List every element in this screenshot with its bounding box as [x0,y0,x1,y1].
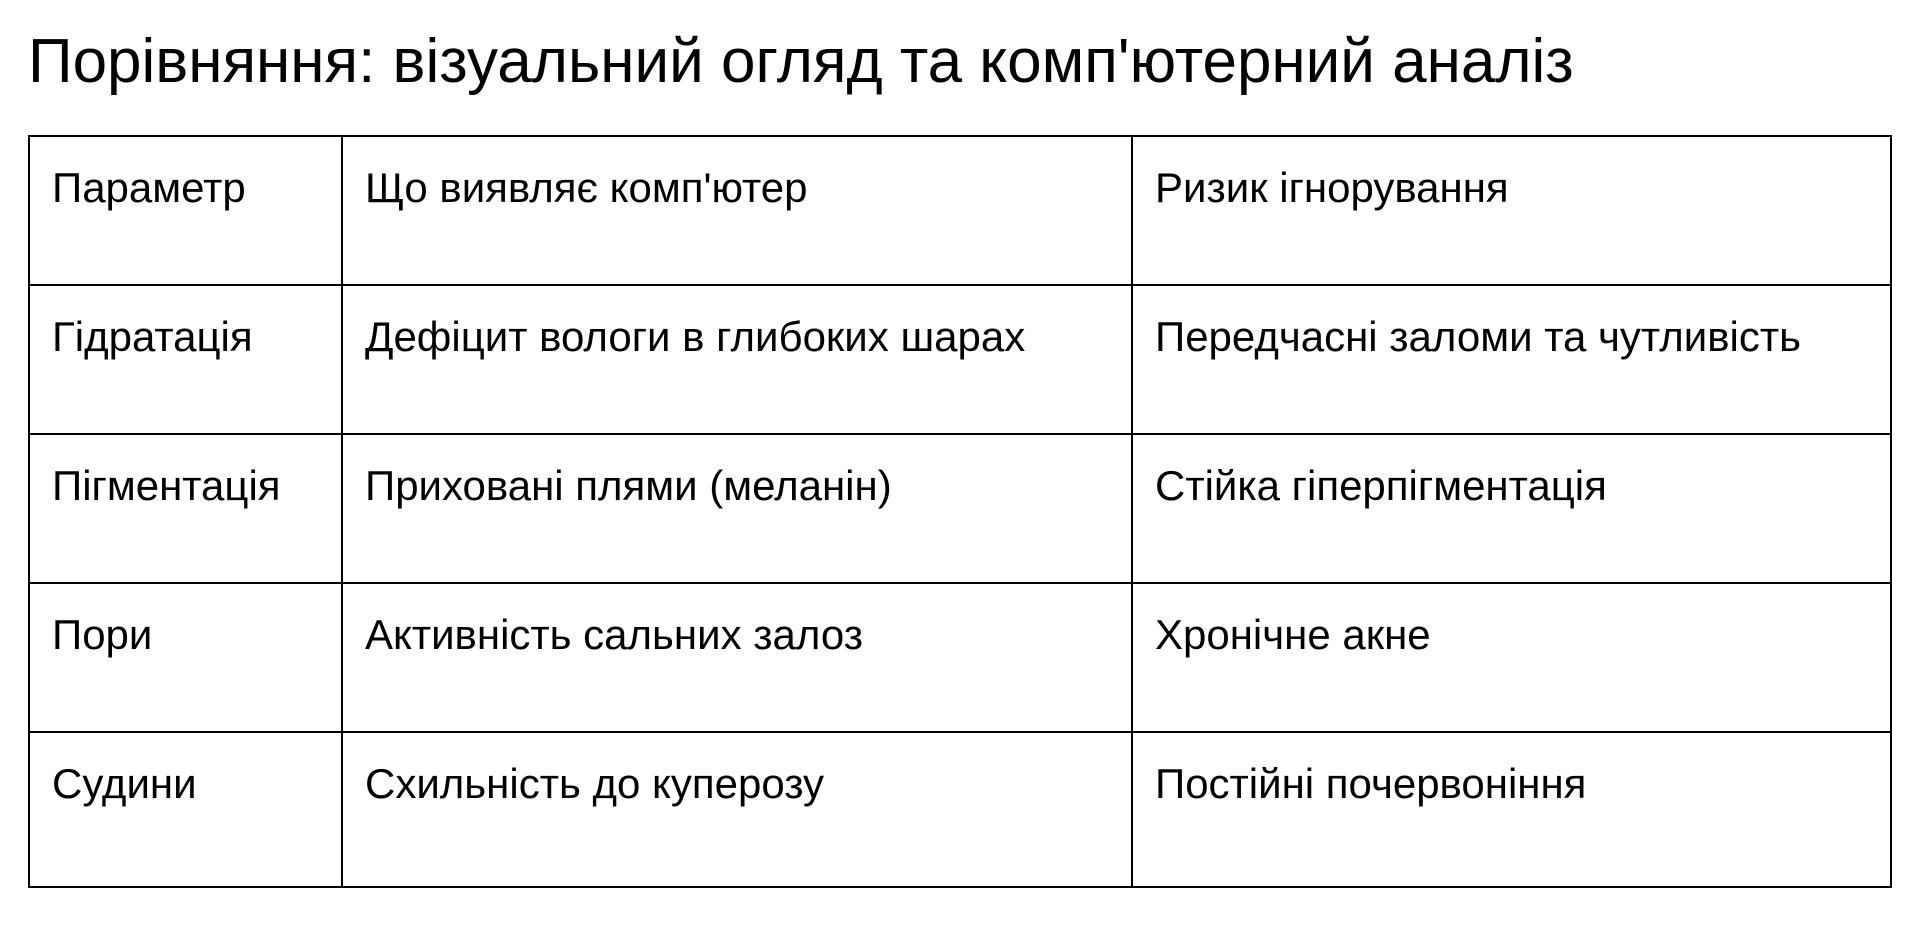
table-cell-computer-detects: Активність сальних залоз [342,583,1132,732]
table-cell-parameter: Судини [29,732,342,887]
table-row [29,285,1891,434]
table-cell-computer-detects: Схильність до куперозу [342,732,1132,887]
header-cell-parameter: Параметр [29,136,342,285]
table-cell-parameter: Пігментація [29,434,342,583]
table-cell-parameter: Гідратація [29,285,342,434]
table-row [29,732,1891,887]
table-cell-computer-detects: Дефіцит вологи в глибоких шарах [342,285,1132,434]
comparison-table [28,135,1892,888]
table-header-row [29,136,1891,285]
table-cell-ignore-risk: Передчасні заломи та чутливість [1132,285,1891,434]
page-title: Порівняння: візуальний огляд та комп'ютерний аналіз [28,27,1574,96]
header-cell-computer-detects: Що виявляє комп'ютер [342,136,1132,285]
header-cell-ignore-risk: Ризик ігнорування [1132,136,1891,285]
comparison-table-container [28,135,1890,888]
table-cell-parameter: Пори [29,583,342,732]
table-cell-ignore-risk: Постійні почервоніння [1132,732,1891,887]
table-row [29,583,1891,732]
table-cell-computer-detects: Приховані плями (меланін) [342,434,1132,583]
table-cell-ignore-risk: Стійка гіперпігментація [1132,434,1891,583]
table-cell-ignore-risk: Хронічне акне [1132,583,1891,732]
table-row [29,434,1891,583]
